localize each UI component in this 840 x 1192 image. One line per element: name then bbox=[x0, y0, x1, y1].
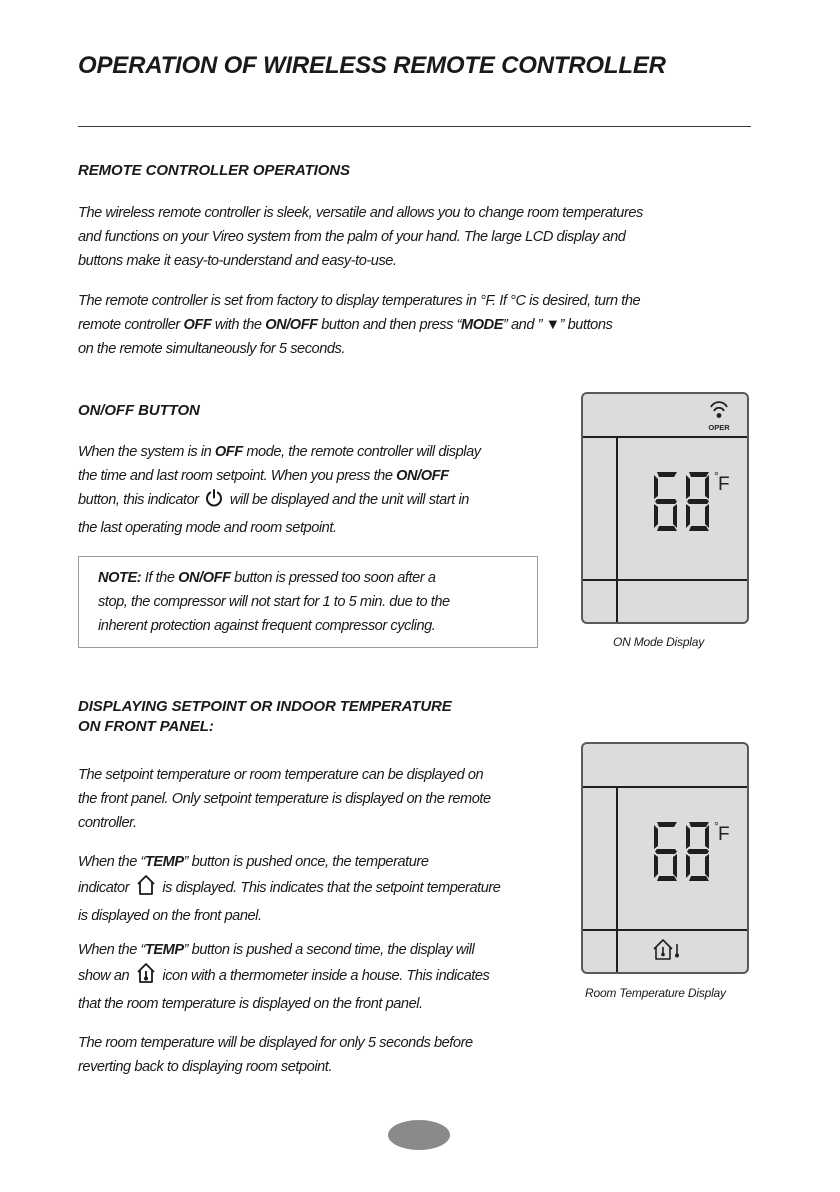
text-run: is displayed. This indicates that the setpoint temperature bbox=[158, 880, 501, 896]
text-line: that the room temperature is displayed on the front panel. bbox=[78, 996, 423, 1012]
text-run: mode, the remote controller will display bbox=[242, 444, 481, 460]
keyword-on-off: ON/OFF bbox=[396, 468, 449, 484]
degree-symbol: ° bbox=[714, 819, 719, 833]
caption-room-temperature-display: Room Temperature Display bbox=[585, 986, 726, 1000]
text-line: and functions on your Vireo system from the palm of your hand. The large LCD display and bbox=[78, 229, 626, 245]
paragraph-room-temp-duration bbox=[78, 1031, 558, 1079]
text-run: remote controller bbox=[78, 317, 184, 333]
paragraph-temp-twice bbox=[78, 938, 558, 1016]
text-run: When the “ bbox=[78, 942, 145, 958]
text-line: stop, the compressor will not start for 1 to 5 min. due to the bbox=[98, 594, 450, 610]
text-run: button and then press “ bbox=[317, 317, 461, 333]
text-line bbox=[78, 464, 558, 488]
room-temperature-lcd-display bbox=[581, 742, 749, 974]
text-line: the last operating mode and room setpoint. bbox=[78, 520, 337, 536]
keyword-on-off: ON/OFF bbox=[265, 317, 318, 333]
page-number-marker bbox=[388, 1120, 450, 1150]
paragraph-remote-intro bbox=[78, 201, 758, 273]
note-text bbox=[98, 566, 528, 638]
text-run: When the “ bbox=[78, 854, 145, 870]
signal-icon bbox=[711, 402, 727, 418]
text-line bbox=[78, 488, 558, 516]
on-mode-lcd-display bbox=[581, 392, 749, 624]
paragraph-setpoint-intro bbox=[78, 763, 558, 835]
text-line: The remote controller is set from factory to display temperatures in °F. If °C is desired, turn the bbox=[78, 293, 641, 309]
unit-label: F bbox=[718, 824, 730, 845]
text-run: indicator bbox=[78, 880, 133, 896]
degree-symbol: ° bbox=[714, 469, 719, 483]
note-box bbox=[78, 556, 538, 648]
text-run: icon with a thermometer inside a house. This indicates bbox=[158, 968, 490, 984]
text-run: When the system is in bbox=[78, 444, 215, 460]
text-line bbox=[78, 938, 558, 962]
paragraph-temperature-units bbox=[78, 289, 768, 361]
text-run: button is pressed too soon after a bbox=[230, 570, 436, 586]
text-line: buttons make it easy-to-understand and easy-to-use. bbox=[78, 253, 397, 269]
keyword-off: OFF bbox=[183, 317, 212, 333]
power-icon bbox=[204, 488, 224, 516]
title-divider bbox=[78, 126, 751, 127]
text-line: The setpoint temperature or room temperature can be displayed on bbox=[78, 767, 484, 783]
keyword-off: OFF bbox=[214, 444, 243, 460]
text-line: is displayed on the front panel. bbox=[78, 908, 262, 924]
text-run: button, this indicator bbox=[78, 492, 203, 508]
paragraph-temp-once bbox=[78, 850, 558, 928]
text-run: the time and last room setpoint. When you press the bbox=[78, 468, 397, 484]
paragraph-on-off bbox=[78, 440, 558, 540]
text-run: will be displayed and the unit will start in bbox=[226, 492, 469, 508]
heading-displaying-setpoint bbox=[78, 698, 452, 735]
text-run: show an bbox=[78, 968, 133, 984]
house-icon bbox=[135, 874, 157, 904]
text-run: with the bbox=[211, 317, 266, 333]
text-line: The wireless remote controller is sleek, versatile and allows you to change room temperatures bbox=[78, 205, 643, 221]
text-run: If the bbox=[141, 570, 179, 586]
text-line bbox=[78, 962, 558, 992]
keyword-temp: TEMP bbox=[144, 854, 184, 870]
text-line: inherent protection against frequent compressor cycling. bbox=[98, 618, 436, 634]
house-thermometer-icon bbox=[654, 940, 679, 959]
house-thermometer-icon bbox=[135, 962, 157, 992]
oper-label: OPER bbox=[708, 423, 730, 432]
text-run: ” button is pushed once, the temperature bbox=[183, 854, 429, 870]
text-run: ” button is pushed a second time, the display will bbox=[183, 942, 475, 958]
page-title: OPERATION OF WIRELESS REMOTE CONTROLLER bbox=[78, 52, 666, 79]
keyword-temp: TEMP bbox=[144, 942, 184, 958]
text-line bbox=[98, 566, 528, 590]
text-line bbox=[78, 440, 558, 464]
keyword-on-off: ON/OFF bbox=[178, 570, 231, 586]
text-line bbox=[78, 850, 558, 874]
text-line: on the remote simultaneously for 5 seconds. bbox=[78, 341, 346, 357]
text-run: ” and ” ▼” buttons bbox=[502, 317, 613, 333]
seven-segment-digits bbox=[654, 472, 709, 531]
unit-label: F bbox=[718, 474, 730, 495]
text-line bbox=[78, 874, 558, 904]
text-line: the front panel. Only setpoint temperature is displayed on the remote bbox=[78, 791, 491, 807]
heading-on-off-button: ON/OFF BUTTON bbox=[78, 402, 200, 419]
heading-line: ON FRONT PANEL: bbox=[78, 718, 214, 735]
heading-remote-controller-operations: REMOTE CONTROLLER OPERATIONS bbox=[78, 162, 350, 179]
note-label: NOTE: bbox=[98, 570, 142, 586]
keyword-mode: MODE bbox=[461, 317, 503, 333]
caption-on-mode-display: ON Mode Display bbox=[613, 635, 705, 649]
text-line bbox=[78, 313, 768, 337]
text-line: reverting back to displaying room setpoint. bbox=[78, 1059, 333, 1075]
text-line: controller. bbox=[78, 815, 137, 831]
heading-line: DISPLAYING SETPOINT OR INDOOR TEMPERATURE bbox=[78, 698, 452, 715]
text-line: The room temperature will be displayed for only 5 seconds before bbox=[78, 1035, 473, 1051]
seven-segment-digits bbox=[654, 822, 709, 881]
